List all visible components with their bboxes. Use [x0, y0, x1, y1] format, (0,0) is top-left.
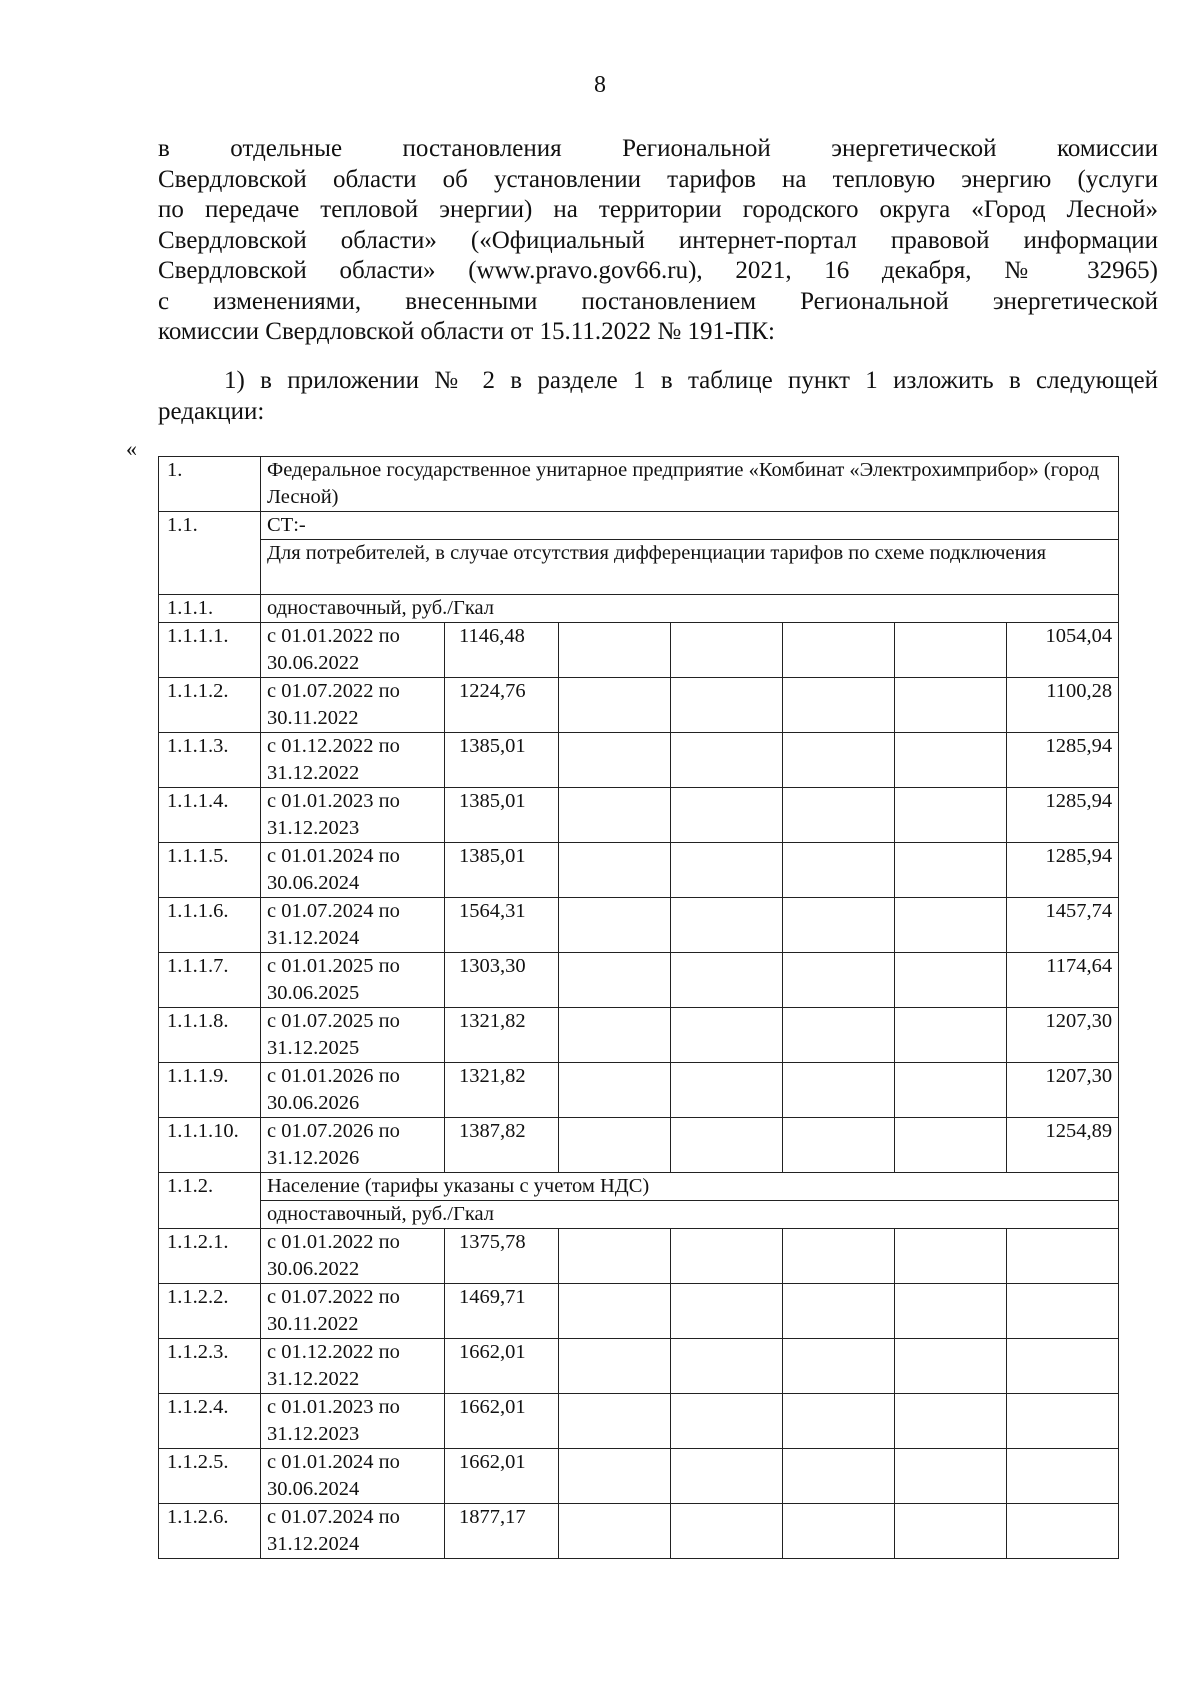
- paragraph-line: комиссии Свердловской области от 15.11.2022 № 191-ПК:: [158, 318, 775, 345]
- tariff-value: 1564,31: [445, 898, 559, 953]
- empty-cell: [895, 733, 1007, 788]
- row-number: 1.1.2.1.: [159, 1229, 261, 1284]
- intro-paragraph: [158, 134, 1158, 348]
- row-number: 1.: [159, 457, 261, 512]
- empty-cell: [559, 1008, 671, 1063]
- row-number: 1.1.1.7.: [159, 953, 261, 1008]
- tariff-value: 1469,71: [445, 1284, 559, 1339]
- amendment-item: [158, 366, 1158, 427]
- tariff-value-last: 1174,64: [1007, 953, 1119, 1008]
- table-row-population-rate: [159, 1201, 1119, 1229]
- empty-cell: [895, 1339, 1007, 1394]
- empty-cell: [559, 1339, 671, 1394]
- empty-cell: [671, 843, 783, 898]
- period-cell: с 01.07.2022 по 30.11.2022: [261, 678, 445, 733]
- paragraph-line: Свердловской области» («Официальный интернет-портал правовой информации: [158, 226, 1158, 254]
- period-cell: с 01.01.2025 по 30.06.2025: [261, 953, 445, 1008]
- empty-cell: [895, 898, 1007, 953]
- row-number: 1.1.2.6.: [159, 1504, 261, 1559]
- empty-cell: [671, 733, 783, 788]
- empty-cell: [671, 1394, 783, 1449]
- empty-cell: [559, 843, 671, 898]
- row-number: 1.1.1.8.: [159, 1008, 261, 1063]
- empty-cell: [783, 788, 895, 843]
- population-label: Население (тарифы указаны с учетом НДС): [261, 1173, 1119, 1201]
- empty-cell: [895, 1449, 1007, 1504]
- empty-cell: [559, 1394, 671, 1449]
- period-cell: с 01.07.2026 по 31.12.2026: [261, 1118, 445, 1173]
- empty-cell: [783, 1118, 895, 1173]
- tariff-value: 1385,01: [445, 733, 559, 788]
- empty-cell: [559, 678, 671, 733]
- empty-cell: [1007, 1229, 1119, 1284]
- paragraph-line: с изменениями, внесенными постановлением Региональной энергетической: [158, 287, 1158, 315]
- tariff-value: 1146,48: [445, 623, 559, 678]
- tariff-value: 1662,01: [445, 1394, 559, 1449]
- empty-cell: [1007, 1394, 1119, 1449]
- tariff-value-last: 1054,04: [1007, 623, 1119, 678]
- row-number: 1.1.1.1.: [159, 623, 261, 678]
- empty-cell: [559, 953, 671, 1008]
- empty-cell: [671, 678, 783, 733]
- paragraph-line: Свердловской области» (www.pravo.gov66.ru), 2021, 16 декабря, № 32965): [158, 257, 1158, 284]
- empty-cell: [559, 898, 671, 953]
- row-number: 1.1.2.2.: [159, 1284, 261, 1339]
- tariff-value-last: 1457,74: [1007, 898, 1119, 953]
- row-number: 1.1.2.3.: [159, 1339, 261, 1394]
- empty-cell: [895, 953, 1007, 1008]
- table-row: [159, 1284, 1119, 1339]
- empty-cell: [559, 788, 671, 843]
- empty-cell: [1007, 1284, 1119, 1339]
- empty-cell: [671, 1449, 783, 1504]
- table-row: [159, 1449, 1119, 1504]
- empty-cell: [559, 1449, 671, 1504]
- empty-cell: [895, 1063, 1007, 1118]
- empty-cell: [671, 1339, 783, 1394]
- empty-cell: [895, 1229, 1007, 1284]
- table-row: [159, 1008, 1119, 1063]
- table-row-population: [159, 1173, 1119, 1201]
- empty-cell: [1007, 1504, 1119, 1559]
- table-row: [159, 1339, 1119, 1394]
- tariff-value-last: 1207,30: [1007, 1063, 1119, 1118]
- empty-cell: [783, 1063, 895, 1118]
- empty-cell: [671, 1063, 783, 1118]
- empty-cell: [783, 1284, 895, 1339]
- tariff-value: 1224,76: [445, 678, 559, 733]
- one-rate-label: одноставочный, руб./Гкал: [261, 595, 1119, 623]
- table-row: [159, 843, 1119, 898]
- table-row: [159, 678, 1119, 733]
- row-number: 1.1.1.4.: [159, 788, 261, 843]
- row-number: 1.1.1.10.: [159, 1118, 261, 1173]
- empty-cell: [671, 1118, 783, 1173]
- empty-cell: [895, 1008, 1007, 1063]
- empty-cell: [783, 733, 895, 788]
- paragraph-line: по передаче тепловой энергии) на территории городского округа «Город Лесной»: [158, 196, 1158, 223]
- period-cell: с 01.01.2023 по 31.12.2023: [261, 1394, 445, 1449]
- empty-cell: [559, 1504, 671, 1559]
- table-row: [159, 1229, 1119, 1284]
- empty-cell: [783, 1504, 895, 1559]
- empty-cell: [895, 1394, 1007, 1449]
- row-number: 1.1.: [159, 512, 261, 595]
- empty-cell: [671, 623, 783, 678]
- table-row-st: [159, 512, 1119, 540]
- table-row: [159, 1504, 1119, 1559]
- org-name: Федеральное государственное унитарное предприятие «Комбинат «Электрохимприбор» (город Лесной): [261, 457, 1119, 512]
- period-cell: с 01.01.2023 по 31.12.2023: [261, 788, 445, 843]
- tariff-value-last: 1285,94: [1007, 843, 1119, 898]
- empty-cell: [783, 953, 895, 1008]
- empty-cell: [895, 788, 1007, 843]
- table-row: [159, 898, 1119, 953]
- period-cell: с 01.01.2026 по 30.06.2026: [261, 1063, 445, 1118]
- page-number: 8: [594, 72, 606, 98]
- tariff-value: 1303,30: [445, 953, 559, 1008]
- amendment-text: 1) в приложении № 2 в разделе 1 в таблице пункт 1 изложить в следующей: [224, 367, 1158, 394]
- empty-cell: [559, 623, 671, 678]
- amendment-text-continued: редакции:: [158, 397, 265, 425]
- period-cell: с 01.01.2022 по 30.06.2022: [261, 1229, 445, 1284]
- empty-cell: [671, 1504, 783, 1559]
- empty-cell: [783, 843, 895, 898]
- tariff-value: 1321,82: [445, 1008, 559, 1063]
- table-row: [159, 1118, 1119, 1173]
- empty-cell: [671, 1008, 783, 1063]
- empty-cell: [783, 623, 895, 678]
- empty-cell: [671, 898, 783, 953]
- period-cell: с 01.12.2022 по 31.12.2022: [261, 733, 445, 788]
- period-cell: с 01.01.2024 по 30.06.2024: [261, 1449, 445, 1504]
- paragraph-line: Свердловской области об установлении тарифов на тепловую энергию (услуги: [158, 165, 1158, 193]
- row-number: 1.1.1.9.: [159, 1063, 261, 1118]
- table-row: [159, 788, 1119, 843]
- empty-cell: [1007, 1339, 1119, 1394]
- tariff-value-last: 1285,94: [1007, 788, 1119, 843]
- empty-cell: [671, 953, 783, 1008]
- tariff-value-last: 1100,28: [1007, 678, 1119, 733]
- st-label: СТ:-: [261, 512, 1119, 540]
- opening-quote: «: [126, 436, 137, 461]
- tariff-value-last: 1207,30: [1007, 1008, 1119, 1063]
- table-row: [159, 1063, 1119, 1118]
- row-number: 1.1.1.6.: [159, 898, 261, 953]
- tariff-value: 1877,17: [445, 1504, 559, 1559]
- tariff-value-last: 1254,89: [1007, 1118, 1119, 1173]
- empty-cell: [783, 1449, 895, 1504]
- tariff-value: 1662,01: [445, 1339, 559, 1394]
- table-row: [159, 1394, 1119, 1449]
- table-row: [159, 623, 1119, 678]
- empty-cell: [783, 678, 895, 733]
- table-row-org: [159, 457, 1119, 512]
- tariff-value: 1662,01: [445, 1449, 559, 1504]
- row-number: 1.1.2.4.: [159, 1394, 261, 1449]
- empty-cell: [559, 733, 671, 788]
- empty-cell: [895, 1118, 1007, 1173]
- table-row-consumers: [159, 540, 1119, 595]
- row-number: 1.1.1.5.: [159, 843, 261, 898]
- row-number: 1.1.1.2.: [159, 678, 261, 733]
- tariff-value-last: 1285,94: [1007, 733, 1119, 788]
- empty-cell: [783, 1008, 895, 1063]
- table-row: [159, 733, 1119, 788]
- paragraph-line: в отдельные постановления Региональной энергетической комиссии: [158, 135, 1158, 162]
- row-number: 1.1.2.5.: [159, 1449, 261, 1504]
- population-rate-label: одноставочный, руб./Гкал: [261, 1201, 1119, 1229]
- row-number: 1.1.2.: [159, 1173, 261, 1229]
- empty-cell: [783, 1229, 895, 1284]
- period-cell: с 01.01.2024 по 30.06.2024: [261, 843, 445, 898]
- empty-cell: [559, 1284, 671, 1339]
- empty-cell: [559, 1063, 671, 1118]
- period-cell: с 01.12.2022 по 31.12.2022: [261, 1339, 445, 1394]
- period-cell: с 01.01.2022 по 30.06.2022: [261, 623, 445, 678]
- empty-cell: [783, 1339, 895, 1394]
- empty-cell: [671, 1284, 783, 1339]
- period-cell: с 01.07.2022 по 30.11.2022: [261, 1284, 445, 1339]
- period-cell: с 01.07.2025 по 31.12.2025: [261, 1008, 445, 1063]
- period-cell: с 01.07.2024 по 31.12.2024: [261, 1504, 445, 1559]
- empty-cell: [895, 843, 1007, 898]
- empty-cell: [671, 1229, 783, 1284]
- tariff-table: [158, 456, 1119, 1559]
- empty-cell: [895, 678, 1007, 733]
- empty-cell: [671, 788, 783, 843]
- table-row: [159, 953, 1119, 1008]
- empty-cell: [895, 1504, 1007, 1559]
- consumers-label: Для потребителей, в случае отсутствия дифференциации тарифов по схеме подключения: [261, 540, 1119, 595]
- table-row-one-rate: [159, 595, 1119, 623]
- empty-cell: [783, 898, 895, 953]
- tariff-value: 1385,01: [445, 843, 559, 898]
- row-number: 1.1.1.: [159, 595, 261, 623]
- empty-cell: [895, 623, 1007, 678]
- tariff-value: 1375,78: [445, 1229, 559, 1284]
- tariff-value: 1385,01: [445, 788, 559, 843]
- empty-cell: [559, 1229, 671, 1284]
- tariff-value: 1387,82: [445, 1118, 559, 1173]
- row-number: 1.1.1.3.: [159, 733, 261, 788]
- tariff-value: 1321,82: [445, 1063, 559, 1118]
- empty-cell: [895, 1284, 1007, 1339]
- empty-cell: [783, 1394, 895, 1449]
- period-cell: с 01.07.2024 по 31.12.2024: [261, 898, 445, 953]
- empty-cell: [1007, 1449, 1119, 1504]
- empty-cell: [559, 1118, 671, 1173]
